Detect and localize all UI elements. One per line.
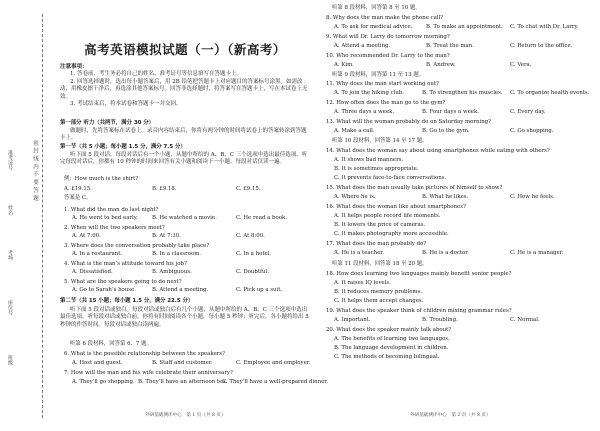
option-1b: B. He watched a movie. (152, 215, 217, 221)
question-20: 20. What does the speaker mainly talk about? (326, 327, 452, 333)
option-13a: A. Make a call. (334, 128, 375, 134)
option-7a: A. They’ll go shopping. (72, 379, 135, 385)
option-13b: B. Go to the gym. (422, 128, 470, 134)
option-7c: C. They’ll have a well-prepared dinner. (222, 379, 328, 385)
option-10c: C. Vera. (510, 62, 532, 68)
question-18: 18. How does learning two languages mainly benefit senior people? (326, 271, 512, 277)
question-13: 13. What will the woman probably do on Saturday morning? (326, 119, 492, 125)
option-13c: C. Go shopping. (510, 128, 554, 134)
option-3c: C. In a hotel. (236, 251, 272, 257)
option-20a: A. The benefits of learning two languages. (334, 336, 450, 342)
question-10: 10. Who recommended Dr. Larry to the man? (326, 53, 450, 59)
option-1a: A. He went to bed early. (72, 215, 138, 221)
example-option: B. £9.18. (152, 186, 177, 192)
option-8a: A. To ask for medical advice. (334, 24, 413, 30)
option-4b: B. Ambiguous. (152, 269, 192, 275)
note-item: 1. 答卷前，考生务必将自己的姓名、准考证号等信息填写在答题卡上。 (70, 71, 242, 78)
notes-heading: 注意事项： (60, 64, 88, 70)
name-label: 姓名 (7, 205, 13, 215)
option-16c: C. It makes photography more accessible. (334, 231, 449, 237)
question-12: 12. How often does the man go to the gym? (326, 100, 446, 106)
question-16: 16. What does the woman like about smartphones? (326, 204, 466, 210)
question-1: 1. What did the man do last night? (64, 207, 159, 213)
option-2a: A. At 7:00. (72, 233, 101, 239)
exam-room-label: 考场 (7, 250, 13, 260)
option-10a: A. Kim. (334, 62, 354, 68)
option-17b: B. He is a doctor. (422, 250, 469, 256)
option-19a: A. Important. (334, 317, 371, 323)
question-2: 2. When will the two speakers meet? (64, 225, 165, 231)
option-14a: A. It shows bad manners. (334, 157, 404, 163)
note-item: 3. 考试结束后，将本试卷和答题卡一并交回。 (70, 101, 182, 108)
option-20c: C. The methods of becoming bilingual. (334, 354, 440, 360)
question-11: 11. Why does the man start working out? (326, 81, 439, 87)
section2-heading: 第二节（共 15 小题；每小题 1.5 分，满分 22.5 分） (60, 298, 194, 304)
option-12a: A. Three days a week. (334, 109, 395, 115)
binding-margin (0, 0, 52, 431)
question-6: 6. What is the possible relationship between the speakers? (64, 351, 226, 357)
option-1c: C. He read a book. (236, 215, 287, 221)
exam-number-label: 准考证号 (7, 150, 13, 170)
question-9: 9. What will Dr. Larry do tomorrow morning? (326, 34, 450, 40)
seal-dashed-line (42, 14, 43, 418)
option-17a: A. He is a teacher. (334, 250, 385, 256)
option-6a: A. Host and guest. (72, 360, 123, 366)
question-4: 4. What is the man’s attitude toward his job? (64, 261, 187, 267)
page-1-footer: 外研基础测评中心 第 1 页（共 8 页） (145, 413, 226, 418)
option-5a: A. Go to Sarah’s house. (72, 287, 136, 293)
option-6b: B. Staff and customer. (152, 360, 213, 366)
question-3: 3. Where does the conversation probably take place? (64, 243, 210, 249)
option-5c: C. Pick up a suit. (236, 287, 283, 293)
material-10-label: 听第 10 段材料，回答第 14 至 17 题。 (332, 138, 428, 144)
option-15b: B. What he likes. (422, 194, 469, 200)
question-19: 19. What does the speaker think of children mixing grammar rules? (326, 308, 512, 314)
note-item: 2. 回答选择题时，选出每小题答案后，用 2B 铅笔把答题卡上对应题目的答案标号涂黑。如需改动，用橡皮擦干净后，再选涂其他答案标号。回答非选择题时，将答案写在答题卡上，写在本试卷上无效。 (60, 78, 308, 100)
option-12b: B. Four days a week. (422, 109, 479, 115)
option-16b: B. It lowers the price of cameras. (334, 222, 426, 228)
example-answer: 答案是 C。 (64, 195, 92, 201)
option-19b: B. Troubling. (422, 317, 458, 323)
page-2-footer: 外研基础测评中心 第 2 页（共 8 页） (410, 413, 491, 418)
question-14: 14. What does the woman say about using smartphones while eating with others? (326, 148, 550, 154)
option-11c: C. To organize health events. (510, 90, 590, 96)
option-18b: B. It reduces memory problems. (334, 289, 423, 295)
example-question: 例：How much is the shirt? (64, 176, 139, 182)
option-4c: C. Doubtful. (236, 269, 269, 275)
seat-number-label: 座位号 (7, 300, 13, 315)
option-15c: C. How he feels. (510, 194, 555, 200)
option-7b: B. They’ll have an afternoon tea. (138, 379, 228, 385)
exam-title: 高考英语模拟试题（一）（新高考） (84, 42, 286, 57)
question-15: 15. What does the man usually take pictures of himself to show? (326, 185, 503, 191)
option-6c: C. Employee and employer. (236, 360, 311, 366)
exam-page-1 (60, 0, 328, 431)
part1-intro: 做题时，先将答案标在试卷上。录音内容结束后，你将有两分钟的时间将试卷上的答案转涂到答题卡上。 (60, 128, 307, 142)
option-19c: C. Normal. (510, 317, 540, 323)
option-18a: A. It raises IQ levels. (334, 280, 391, 286)
section1-intro: 听下面 5 段对话。每段对话后有一个小题，从题中所给的 A、B、C 三个选项中选出最佳选项。听完每段对话后，你都有 10 秒钟的时间来回答有关小题和阅读下一小题。每段对话仅读一遍。 (60, 152, 308, 166)
part1-heading: 第一部分 听力（共两节，满分 30 分） (60, 120, 154, 126)
example-option: A. £19.15. (64, 186, 92, 192)
question-5: 5. What are the speakers going to do next? (64, 279, 182, 285)
material-9-label: 听第 9 段材料，回答第 11 至 13 题。 (332, 72, 425, 78)
option-9a: A. Attend a meeting. (334, 43, 391, 49)
option-9c: C. Return to the office. (510, 43, 573, 49)
option-3b: B. In a classroom. (152, 251, 202, 257)
option-20b: B. The language development in children. (334, 345, 449, 351)
option-11b: B. To strengthen his muscles. (422, 90, 503, 96)
option-15a: A. Where he is. (334, 194, 376, 200)
option-12c: C. Every day. (510, 109, 546, 115)
material-6-label: 听第 6 段材料，回答第 6、7 题。 (70, 341, 152, 347)
option-14b: B. It is sometimes appropriate. (334, 166, 419, 172)
example-option: C. £9.15. (236, 186, 261, 192)
option-11a: A. To join the hiking club. (334, 90, 405, 96)
option-17c: C. He is a manager. (510, 250, 564, 256)
option-16a: A. It helps people record life moments. (334, 213, 441, 219)
seal-line-text: 密 封 线 内 不 要 答 题 (32, 140, 38, 201)
option-14c: C. It prevents face-to-face conversations. (334, 175, 447, 181)
option-8c: C. To chat with Dr. Larry. (510, 24, 579, 30)
notes-block (60, 64, 310, 108)
option-10b: B. Andrew. (426, 62, 456, 68)
option-2c: C. At 8:00. (236, 233, 265, 239)
section1-heading: 第一节（共 5 小题；每小题 1.5 分，满分 7.5 分） (60, 144, 186, 150)
option-5b: B. Attend a meeting. (152, 287, 209, 293)
option-9b: B. Treat the man. (426, 43, 474, 49)
option-4a: A. Dissatisfied. (72, 269, 113, 275)
exam-page-2 (322, 0, 590, 431)
class-label: 班级 (7, 355, 13, 365)
option-3a: A. In a restaurant. (72, 251, 123, 257)
option-2b: B. At 7:30. (152, 233, 181, 239)
option-8b: B. To make an appointment. (426, 24, 503, 30)
material-8-label: 听第 8 段材料，回答第 8 至 10 题。 (332, 5, 421, 11)
question-17: 17. What does the man probably do? (326, 241, 427, 247)
section2-intro: 听下面 5 段对话或独白。每段对话或独白后有几个小题，从题中所给的 A、B、C 三个选项中选出最佳选项。听每段对话或独白前，你将有时间阅读各个小题，每小题 5 秒钟；听完后，各小题将给出 5 秒钟的作答时间。每段对话或独白读两遍。 (60, 307, 309, 328)
material-11-label: 听第 11 段材料，回答第 18 至 20 题。 (332, 261, 428, 267)
question-8: 8. Why does the man make the phone call? (326, 15, 444, 21)
question-7: 7. How will the man and his wife celebrate their anniversary? (64, 370, 233, 376)
option-18c: C. It helps them accept changes. (334, 298, 424, 304)
